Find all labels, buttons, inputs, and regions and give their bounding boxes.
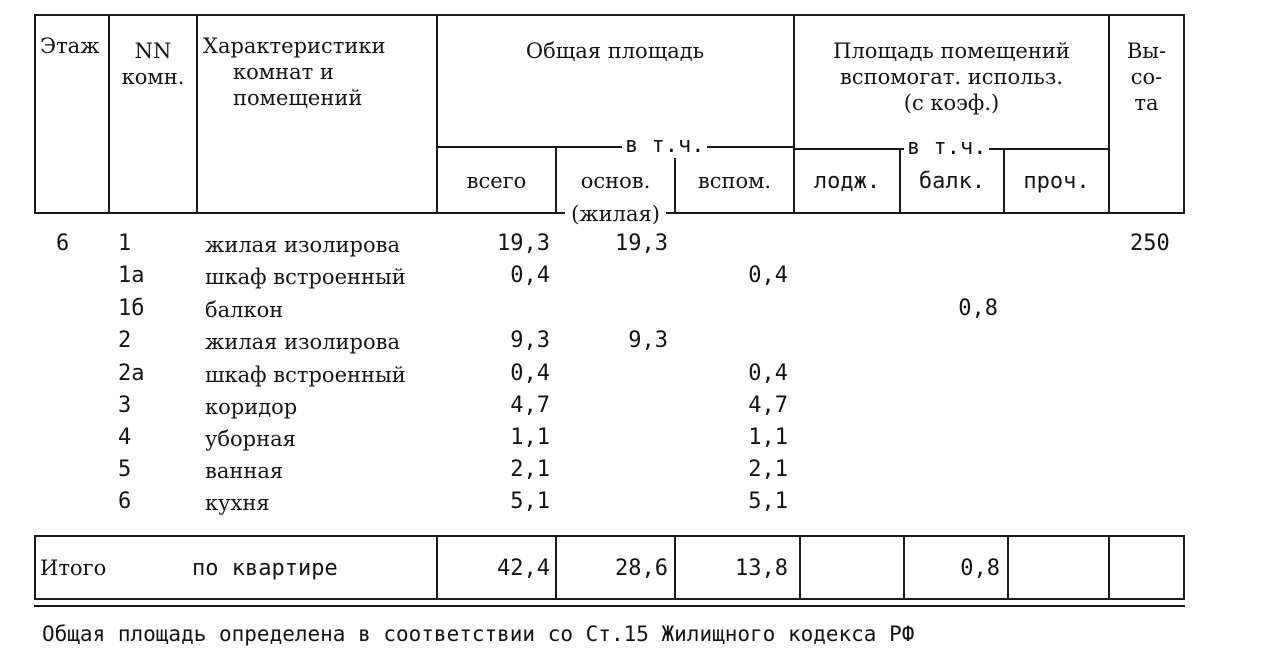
header-chars-line2: комнат и [233, 60, 334, 84]
cell-total: 2,1 [510, 457, 550, 482]
header-room-no-line2: комн. [121, 65, 185, 89]
table-row [0, 487, 1280, 518]
cell-balcony: 0,8 [958, 296, 998, 321]
table-row [0, 229, 1280, 260]
cell-room-no: 1б [118, 296, 145, 321]
totals-aux: 13,8 [735, 556, 788, 581]
header-incl-area: в т.ч. [622, 134, 707, 158]
cell-height: 250 [1130, 231, 1170, 256]
table-row [0, 391, 1280, 422]
totals-divider-main [674, 535, 676, 600]
totals-double-line [34, 605, 1185, 607]
totals-main: 28,6 [615, 556, 668, 581]
totals-balcony: 0,8 [960, 556, 1000, 581]
header-incl-aux: в т.ч. [904, 136, 989, 160]
cell-room-no: 1а [118, 263, 145, 288]
cell-aux: 2,1 [748, 457, 788, 482]
header-floor: Этаж [40, 34, 100, 58]
footnote: Общая площадь определена в соответствии со Ст.15 Жилищного кодекса РФ [42, 622, 915, 646]
table-row [0, 359, 1280, 390]
cell-floor: 6 [56, 231, 70, 256]
totals-label: Итого [40, 556, 107, 580]
header-col-loggia: лодж. [813, 169, 881, 194]
totals-divider-aux [799, 535, 801, 600]
cell-room-no: 1 [118, 231, 132, 256]
totals-bottom-border [34, 598, 1185, 600]
totals-total: 42,4 [497, 556, 550, 581]
cell-total: 19,3 [497, 231, 550, 256]
cell-room-name: балкон [205, 298, 284, 322]
cell-aux: 4,7 [748, 393, 788, 418]
header-left-border [34, 14, 36, 214]
cell-room-name: уборная [205, 427, 296, 451]
header-total-area: Общая площадь [525, 39, 705, 63]
table-row [0, 423, 1280, 454]
cell-aux: 0,4 [748, 361, 788, 386]
cell-aux: 0,4 [748, 263, 788, 288]
table-row [0, 455, 1280, 486]
header-col-balcony: балк. [918, 169, 986, 194]
totals-top-border [34, 535, 1185, 537]
totals-divider-loggia [903, 535, 905, 600]
cell-room-name: ванная [205, 459, 284, 483]
cell-room-no: 2 [118, 328, 132, 353]
table-row [0, 261, 1280, 292]
cell-room-no: 3 [118, 393, 132, 418]
cell-room-name: коридор [205, 395, 298, 419]
cell-total: 5,1 [510, 489, 550, 514]
cell-total: 0,4 [510, 361, 550, 386]
cell-room-name: шкаф встроенный [205, 363, 406, 387]
header-col-main-living: (жилая) [565, 201, 666, 227]
totals-label-apartment: по квартире [192, 556, 338, 581]
header-chars-line3: помещений [233, 86, 363, 110]
cell-room-no: 2а [118, 361, 145, 386]
totals-left-border [34, 535, 36, 600]
cell-aux: 5,1 [748, 489, 788, 514]
cell-room-name: кухня [205, 491, 270, 515]
header-right-border [1183, 14, 1185, 214]
header-col-other: проч. [1023, 169, 1090, 194]
cell-room-name: жилая изолирова [205, 233, 400, 257]
header-aux-area-line2: вспомогат. использ. [840, 65, 1063, 89]
table-row [0, 294, 1280, 325]
cell-room-no: 5 [118, 457, 132, 482]
header-top-border [34, 14, 1185, 16]
header-col-aux: вспом. [697, 169, 772, 193]
header-col-total: всего [466, 169, 527, 193]
totals-divider-total [555, 535, 557, 600]
totals-divider-balcony [1007, 535, 1009, 600]
header-room-no-line1: NN [134, 39, 172, 63]
cell-main: 19,3 [615, 231, 668, 256]
cell-room-name: шкаф встроенный [205, 265, 406, 289]
cell-room-name: жилая изолирова [205, 330, 400, 354]
cell-room-no: 4 [118, 425, 132, 450]
cell-total: 9,3 [510, 328, 550, 353]
cell-total: 1,1 [510, 425, 550, 450]
totals-right-border [1183, 535, 1185, 600]
cell-total: 4,7 [510, 393, 550, 418]
divider-room-no [196, 14, 198, 214]
header-aux-area-line1: Площадь помещений [833, 39, 1070, 63]
header-aux-area-line3: (с коэф.) [903, 91, 1000, 115]
header-height-line1: Вы- [1126, 39, 1167, 63]
cell-room-no: 6 [118, 489, 132, 514]
header-height-line3: та [1134, 91, 1159, 115]
header-chars-line1: Характеристики [203, 34, 386, 58]
header-height-line2: со- [1130, 65, 1163, 89]
cell-total: 0,4 [510, 263, 550, 288]
cell-main: 9,3 [628, 328, 668, 353]
totals-divider-label [436, 535, 438, 600]
header-col-main: основ. [580, 169, 651, 193]
totals-divider-other [1108, 535, 1110, 600]
subheader-line-area [436, 146, 794, 148]
cell-aux: 1,1 [748, 425, 788, 450]
table-row [0, 326, 1280, 357]
